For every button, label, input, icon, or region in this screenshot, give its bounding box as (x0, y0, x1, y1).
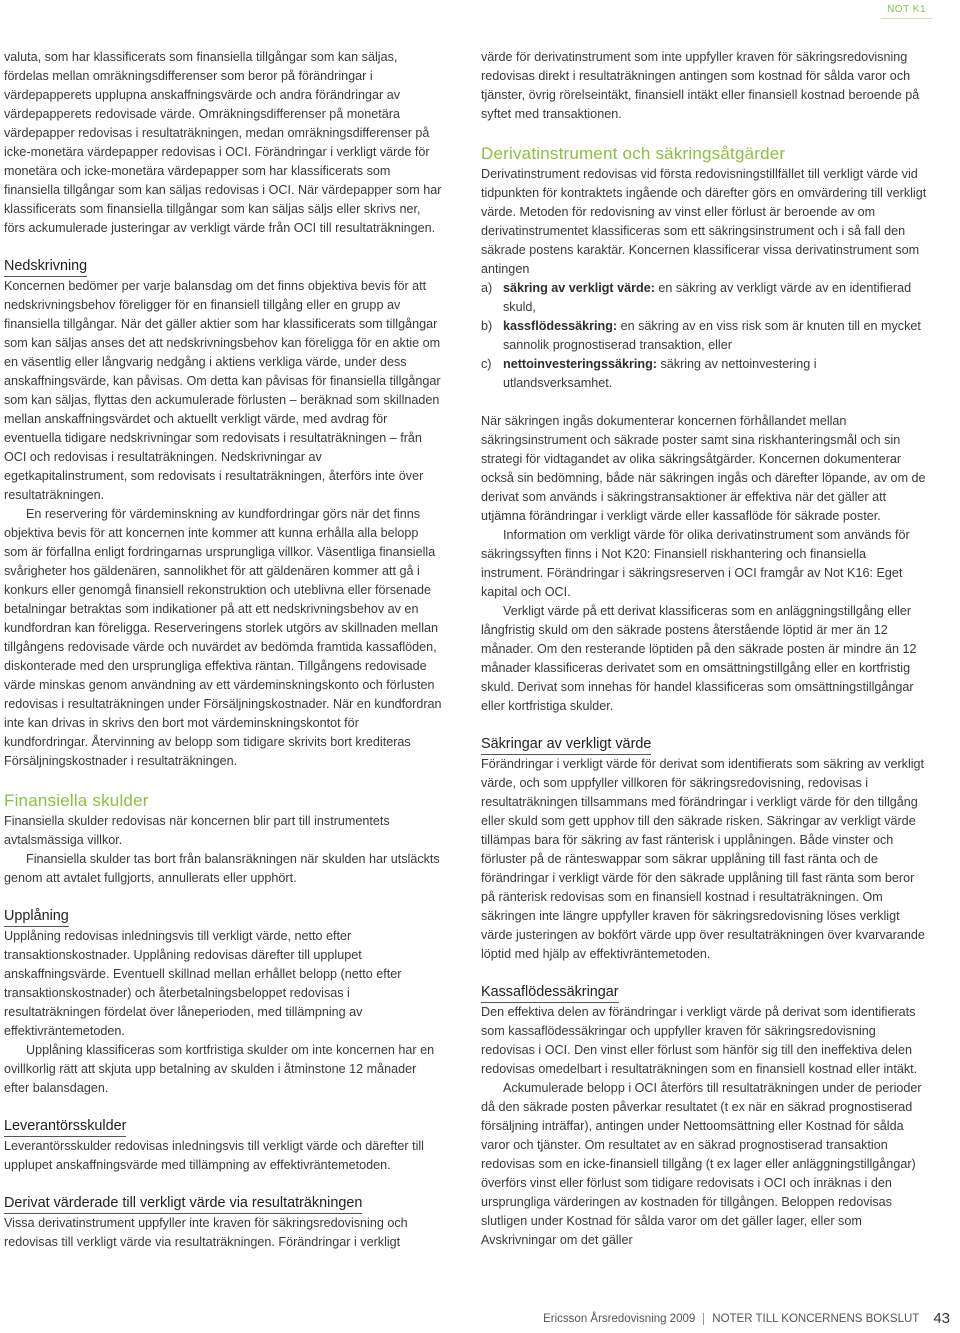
section-leverantorsskulder (4, 1117, 444, 1175)
list-text: säkring av nettoinvestering i utlandsverksamhet. (503, 357, 817, 390)
list-item (481, 355, 927, 393)
list-term: kassflödessäkring: (503, 319, 618, 333)
list-marker: a) (481, 281, 493, 295)
section-derivatinstrument (481, 143, 927, 716)
kassaflode-paragraph-1: Den effektiva delen av förändringar i verkligt värde på derivat som identifierats som kassaflödessäkringar och uppfyller kraven för säkringsredovisning redovisas i OCI. Den vinst eller förlust som hänför sig till den ineffektiva delen redovisas omedelbart i resultaträkningen som en finansiell kostnad eller intäkt. (481, 1005, 918, 1076)
footer-report-title: Ericsson Årsredovisning 2009 (543, 1312, 696, 1325)
upplaning-paragraph-2: Upplåning klassificeras som kortfristiga skulder om inte koncernen har en ovillkorlig rätt att skjuta upp betalning av skulden i åtminstone 12 månader efter balansdagen. (4, 1043, 435, 1095)
list-item (481, 317, 927, 355)
list-item (481, 279, 927, 317)
derivatinstrument-paragraph-1: Derivatinstrument redovisas vid första redovisningstillfället till verkligt värde vid tidpunkten för kontraktets ingående och därefter görs en omvärdering till verkligt värde. Metoden för redovisning av vinst eller förlust är beroende av om derivatinstrumentet klassificeras som ett säkringsinstrument och i så fall den säkrade postens karaktär. Koncernen klassificerar vissa derivatinstrument som antingen (481, 167, 927, 276)
nedskrivning-paragraph-2: En reservering för värdeminskning av kundfordringar görs när det finns objektiva bevis för att koncernen inte kommer att kunna erhålla alla belopp som är förfallna enligt fordringarnas ursprungliga villkor. Väsentliga finansiella svårigheter hos gäldenären, sannolikhet för att gäldenären kommer att gå i konkurs eller genomgå finansiell rekonstruktion och uteblivna eller försenade betalningar betraktas som indikationer på att ett nedskrivningsbehov av en kundfordran kan föreligga. Reserveringens storlek utgörs av skillnaden mellan tillgångens redovisade värde och nuvärdet av bedömda framtida kassaflöden, diskonterade med den ursprungliga effektiva räntan. Tillgångens redovisade värde minskas genom användning av ett värdeminskningskonto och förlusten redovisas i resultaträkningen under Försäljningskostnader. När en kundfordran inte kan drivas in skrivs den bort mot värdeminskningskontot för kundfordringar. Återvinning av belopp som tidigare skrivits bort krediteras Försäljningskostnader i resultaträkningen. (4, 507, 442, 768)
list-term: nettoinvesteringssäkring: (503, 357, 657, 371)
right-intro-paragraph: värde för derivatinstrument som inte uppfyller kraven för säkringsredovisning redovisas direkt i resultaträkningen antingen som kostnad för sålda varor och tjänster, övrig rörelseintäkt, finansiell intäkt eller finansiell kostnad beroende på syftet med transaktionen. (481, 50, 920, 121)
kassaflode-paragraph-2: Ackumulerade belopp i OCI återförs till resultaträkningen under de perioder då den säkrade posten påverkar resultatet (t ex när en säkrad prognostiserad försäljning inträffar), antingen under Nettoomsättning eller Kostnad för sålda varor och tjänster. Om resultatet av en säkrad prognostiserad transaktion redovisas som en icke-finansiell tillgång (t ex lager eller anläggningstillgångar) överförs vinst eller förlust som tidigare redovisats i OCI och inräknas i den ursprungliga värderingen av kostnaden för tillgången. Beloppen redovisas slutligen under Kostnad för sålda varor om det gäller lager, eller som Avskrivningar om det gäller (481, 1081, 922, 1247)
section-upplaning (4, 907, 444, 1098)
derivat-paragraph-1: Vissa derivatinstrument uppfyller inte kraven för säkringsredovisning och redovisas till verkligt värde via resultaträkningen. Förändringar i verkligt (4, 1216, 408, 1249)
list-term: säkring av verkligt värde: (503, 281, 655, 295)
finansiella-skulder-paragraph-1: Finansiella skulder redovisas när koncernen blir part till instrumentets avtalsmässiga villkor. (4, 814, 390, 847)
nedskrivning-paragraph-1: Koncernen bedömer per varje balansdag om det finns objektiva bevis för att nedskrivningsbehov föreligger för en finansiell tillgång eller en grupp av finansiella tillgångar. När det gäller aktier som har klassificerats som tillgångar som kan säljas anses det att nedskrivningsbehov kan föreligga för en aktie om en väsentlig eller långvarig nedgång i aktiens verkliga värde, under dess anskaffningsvärde, kan påvisas. Om detta kan påvisas för finansiella tillgångar som kan säljas, flyttas den ackumulerade förlusten – beräknad som skillnaden mellan anskaffningsvärdet och aktuellt verkligt värde, med avdrag för eventuella tidigare nedskrivningar som redovisats i resultaträkningen – från OCI och redovisas i resultaträkningen. Nedskrivningar av egetkapitalinstrument, som redovisats i resultaträkningen, återförs inte över resultaträkningen. (4, 279, 441, 502)
note-tag: NOT K1 (881, 0, 932, 19)
left-column (4, 48, 444, 1252)
heading-kassaflodessakringar: Kassaflödessäkringar (481, 983, 619, 1003)
derivatinstrument-paragraph-4: Verkligt värde på ett derivat klassificeras som en anläggningstillgång eller långfristig skuld om den säkrade postens återstående löptid är mer än 12 månader. Om den resterande löptiden på den säkrade posten är mindre än 12 månader klassificeras derivatet som en omsättningstillgång eller en kortfristig skuld. Derivat som innehas för handel klassificeras som omsättningstillgångar eller kortfristiga skulder. (481, 604, 917, 713)
list-marker: b) (481, 319, 493, 333)
heading-nedskrivning: Nedskrivning (4, 257, 87, 277)
left-intro-paragraph: valuta, som har klassificerats som finansiella tillgångar som kan säljas, fördelas mellan omräkningsdifferenser som beror på förändringar i värdepapperets upplupna anskaffningsvärde och andra förändringar av värdepapperets redovisade värde. Omräkningsdifferenser på monetära värdepapper redovisas i resultaträkningen, medan omräkningsdifferenser på icke-monetära värdepapper redovisas i OCI. Förändringar i verkligt värde för monetära och icke-monetära värdepapper som har klassificerats som finansiella tillgångar som kan säljas redovisas i OCI. När värdepapper som har klassificerats som finansiella tillgångar som kan säljas säljs eller skrivs ner, förs ackumulerade justeringar av verkligt värde från OCI till resultaträkningen. (4, 50, 442, 235)
derivatinstrument-paragraph-3: Information om verkligt värde för olika derivatinstrument som används för säkringssyften finns i Not K20: Finansiell riskhantering och finansiella instrument. Förändringar i säkringsreserven i OCI framgår av Not K16: Eget kapital och OCI. (481, 528, 910, 599)
section-kassaflodessakringar (481, 983, 927, 1250)
footer-divider (703, 1313, 704, 1325)
list-text: en säkring av verkligt värde av en identifierad skuld, (503, 281, 912, 314)
page-number: 43 (933, 1310, 950, 1327)
section-sakringar-verkligt-varde (481, 735, 927, 964)
heading-finansiella-skulder: Finansiella skulder (4, 791, 149, 810)
heading-sakringar-verkligt-varde: Säkringar av verkligt värde (481, 735, 651, 755)
leverantorsskulder-paragraph-1: Leverantörsskulder redovisas inledningsvis till verkligt värde och därefter till upplupet anskaffningsvärde med tillämpning av effektivräntemetoden. (4, 1139, 424, 1172)
heading-derivatinstrument: Derivatinstrument och säkringsåtgärder (481, 144, 786, 163)
heading-derivat: Derivat värderade till verkligt värde via resultaträkningen (4, 1194, 362, 1214)
derivatinstrument-paragraph-2: När säkringen ingås dokumenterar koncernen förhållandet mellan säkringsinstrument och säkrade poster samt sina riskhanteringsmål och sin strategi för vidtagandet av olika säkringsåtgärder. Koncernen dokumenterar också sin bedömning, både när säkringen ingås och därefter löpande, av om de derivat som används i säkringstransaktioner är effektiva när det gäller att utjämna förändringar i verkligt värde eller kassaflöde för säkrade poster. (481, 414, 926, 523)
section-derivat (4, 1194, 444, 1252)
upplaning-paragraph-1: Upplåning redovisas inledningsvis till verkligt värde, netto efter transaktionskostnader. Upplåning redovisas därefter till upplupet anskaffningsvärde. Eventuell skillnad mellan erhållet belopp (netto efter transaktionskostnader) och återbetalningsbeloppet redovisas i resultaträkningen fördelat över låneperioden, med tillämpning av effektivräntemetoden. (4, 929, 402, 1038)
right-column (481, 48, 927, 1250)
page-footer (543, 1310, 950, 1327)
classification-list (481, 279, 927, 393)
section-finansiella-skulder (4, 790, 444, 888)
sakringar-paragraph-1: Förändringar i verkligt värde för derivat som identifierats som säkring av verkligt värde, och som uppfyller villkoren för säkringsredovisning, redovisas i resultaträkningen tillsammans med förändringar i verkligt värde för den tillgång eller skuld som gett upphov till den säkrade risken. Säkringar av verkligt värde tillämpas bara för säkring av fast ränterisk i upplåningen. Både vinster och förluster på de ränteswappar som säkrar upplåning till fast ränta och de förändringar i verkligt värde för den säkrade upplåning till fast ränta som beror på ränterisk redovisas som en finansiell kostnad i resultaträkningen. Om säkringen inte längre uppfyller kraven för säkringsredovisning löses verkligt värde justeringen av bokfört värde upp över resultaträkningen över kvarvarande löptid med hjälp av effektivräntemetoden. (481, 757, 925, 961)
heading-leverantorsskulder: Leverantörsskulder (4, 1117, 126, 1137)
footer-section-title: NOTER TILL KONCERNENS BOKSLUT (712, 1312, 920, 1325)
section-nedskrivning (4, 257, 444, 771)
finansiella-skulder-paragraph-2: Finansiella skulder tas bort från balansräkningen när skulden har utsläckts genom att avtalet fullgjorts, annullerats eller upphört. (4, 852, 440, 885)
list-marker: c) (481, 357, 492, 371)
list-text: en säkring av en viss risk som är knuten till en mycket sannolik prognostiserad transaktion, eller (503, 319, 921, 352)
heading-upplaning: Upplåning (4, 907, 69, 927)
